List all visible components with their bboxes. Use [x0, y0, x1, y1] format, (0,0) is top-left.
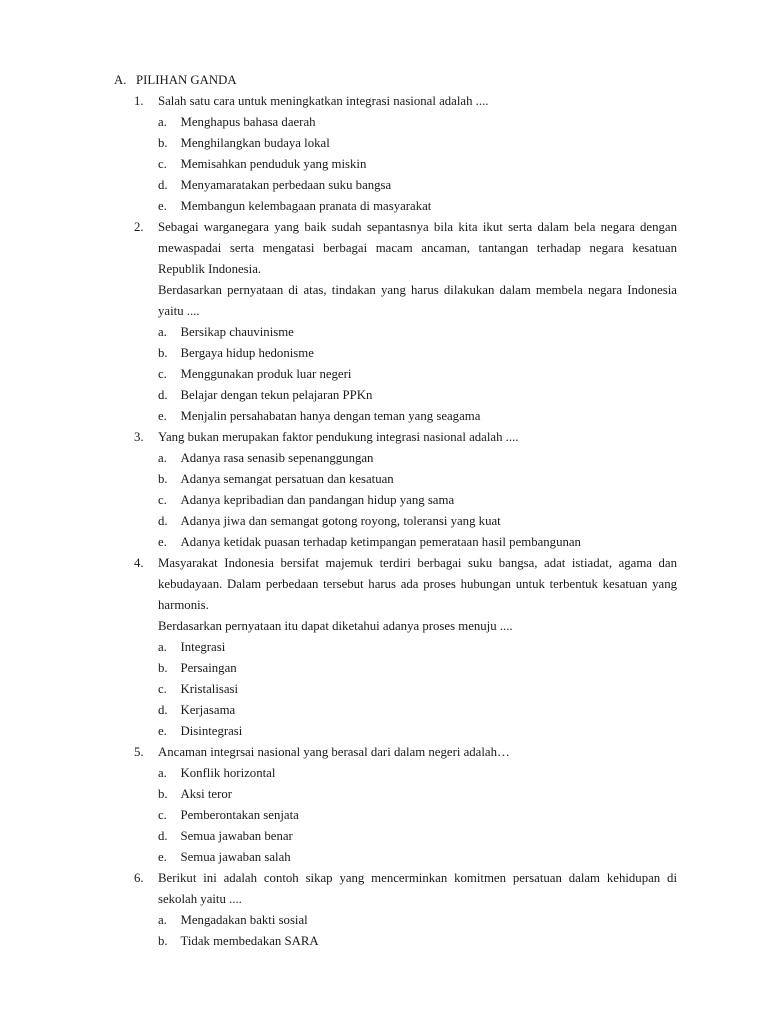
question-text: Salah satu cara untuk meningkatkan integrasi nasional adalah .... [158, 94, 489, 108]
option-text: Menghilangkan budaya lokal [180, 136, 330, 150]
option-letter: a. [158, 640, 167, 654]
option-text: Kristalisasi [180, 682, 239, 696]
answer-option [158, 133, 677, 154]
option-text: Menjalin persahabatan hanya dengan teman yang seagama [180, 409, 481, 423]
answer-option [158, 175, 677, 196]
option-letter: b. [158, 472, 168, 486]
option-letter: b. [158, 661, 168, 675]
option-letter: e. [158, 199, 167, 213]
question-item [134, 91, 677, 217]
answer-option [158, 364, 677, 385]
option-text: Konflik horizontal [180, 766, 276, 780]
answer-options [158, 763, 677, 868]
option-text: Adanya jiwa dan semangat gotong royong, toleransi yang kuat [180, 514, 501, 528]
section-heading [114, 70, 237, 91]
question-number: 5. [134, 745, 144, 759]
option-text: Membangun kelembagaan pranata di masyarakat [180, 199, 432, 213]
option-text: Menggunakan produk luar negeri [180, 367, 352, 381]
answer-option [158, 154, 677, 175]
answer-option [158, 322, 677, 343]
answer-options [158, 637, 677, 742]
option-letter: b. [158, 136, 168, 150]
question-instruction: Berdasarkan pernyataan itu dapat diketahui adanya proses menuju .... [158, 619, 513, 633]
answer-option [158, 406, 677, 427]
option-text: Disintegrasi [180, 724, 243, 738]
option-letter: c. [158, 157, 167, 171]
option-text: Adanya kepribadian dan pandangan hidup yang sama [180, 493, 455, 507]
option-letter: a. [158, 766, 167, 780]
question-number: 2. [134, 220, 144, 234]
answer-option [158, 658, 677, 679]
option-text: Memisahkan penduduk yang miskin [180, 157, 367, 171]
option-letter: d. [158, 388, 168, 402]
question-text: Berikut ini adalah contoh sikap yang mencerminkan komitmen persatuan dalam kehidupan di sekolah yaitu .... [158, 871, 677, 906]
option-text: Integrasi [180, 640, 226, 654]
answer-option [158, 196, 677, 217]
option-text: Tidak membedakan SARA [180, 934, 319, 948]
answer-option [158, 805, 677, 826]
option-text: Adanya ketidak puasan terhadap ketimpangan pemerataan hasil pembangunan [180, 535, 581, 549]
option-letter: a. [158, 913, 167, 927]
answer-option [158, 910, 677, 931]
question-instruction: Berdasarkan pernyataan di atas, tindakan yang harus dilakukan dalam membela negara Indonesia yaitu .... [158, 283, 677, 318]
option-letter: b. [158, 346, 168, 360]
answer-option [158, 700, 677, 721]
option-text: Menyamaratakan perbedaan suku bangsa [180, 178, 392, 192]
question-item [134, 553, 677, 742]
option-letter: a. [158, 325, 167, 339]
question-number: 3. [134, 430, 144, 444]
answer-option [158, 469, 677, 490]
question-number: 1. [134, 94, 144, 108]
question-text: Yang bukan merupakan faktor pendukung integrasi nasional adalah .... [158, 430, 519, 444]
answer-options [158, 112, 677, 217]
answer-options [158, 448, 677, 553]
question-item [134, 742, 677, 868]
option-text: Belajar dengan tekun pelajaran PPKn [180, 388, 373, 402]
option-text: Bergaya hidup hedonisme [180, 346, 314, 360]
option-letter: d. [158, 829, 168, 843]
option-text: Persaingan [180, 661, 237, 675]
option-letter: c. [158, 808, 167, 822]
option-letter: e. [158, 535, 167, 549]
option-text: Aksi teror [180, 787, 233, 801]
question-number: 4. [134, 556, 144, 570]
answer-option [158, 826, 677, 847]
answer-option [158, 490, 677, 511]
option-text: Menghapus bahasa daerah [180, 115, 316, 129]
answer-option [158, 637, 677, 658]
question-list [134, 91, 677, 952]
option-text: Semua jawaban salah [180, 850, 291, 864]
option-letter: b. [158, 787, 168, 801]
answer-option [158, 112, 677, 133]
option-text: Kerjasama [180, 703, 236, 717]
option-text: Bersikap chauvinisme [180, 325, 294, 339]
answer-option [158, 532, 677, 553]
option-text: Adanya semangat persatuan dan kesatuan [180, 472, 394, 486]
section-title: PILIHAN GANDA [136, 73, 237, 87]
option-letter: d. [158, 703, 168, 717]
answer-option [158, 721, 677, 742]
question-text: Ancaman integrsai nasional yang berasal dari dalam negeri adalah… [158, 745, 510, 759]
option-text: Pemberontakan senjata [180, 808, 299, 822]
answer-option [158, 448, 677, 469]
question-item [134, 868, 677, 952]
question-text: Masyarakat Indonesia bersifat majemuk terdiri berbagai suku bangsa, adat istiadat, agama dan kebudayaan. Dalam perbedaan tersebut harus ada proses hubungan untuk terbentuk kesatuan yang harmonis. [158, 556, 677, 612]
option-letter: a. [158, 115, 167, 129]
option-text: Mengadakan bakti sosial [180, 913, 308, 927]
option-letter: d. [158, 514, 168, 528]
answer-option [158, 847, 677, 868]
option-letter: c. [158, 682, 167, 696]
section-letter: A. [114, 73, 127, 87]
option-letter: d. [158, 178, 168, 192]
option-letter: c. [158, 367, 167, 381]
option-letter: a. [158, 451, 167, 465]
answer-option [158, 784, 677, 805]
option-letter: b. [158, 934, 168, 948]
answer-option [158, 931, 677, 952]
question-number: 6. [134, 871, 144, 885]
option-letter: c. [158, 493, 167, 507]
option-text: Adanya rasa senasib sepenanggungan [180, 451, 374, 465]
answer-options [158, 910, 677, 952]
option-letter: e. [158, 724, 167, 738]
option-letter: e. [158, 409, 167, 423]
option-letter: e. [158, 850, 167, 864]
question-text: Sebagai warganegara yang baik sudah sepantasnya bila kita ikut serta dalam bela negara dengan mewaspadai serta mengatasi berbagai macam ancaman, tantangan terhadap negara kesatuan Republik Indonesia. [158, 220, 677, 276]
option-text: Semua jawaban benar [180, 829, 293, 843]
answer-option [158, 511, 677, 532]
answer-option [158, 343, 677, 364]
answer-option [158, 679, 677, 700]
answer-option [158, 385, 677, 406]
question-item [134, 217, 677, 427]
question-item [134, 427, 677, 553]
answer-option [158, 763, 677, 784]
answer-options [158, 322, 677, 427]
